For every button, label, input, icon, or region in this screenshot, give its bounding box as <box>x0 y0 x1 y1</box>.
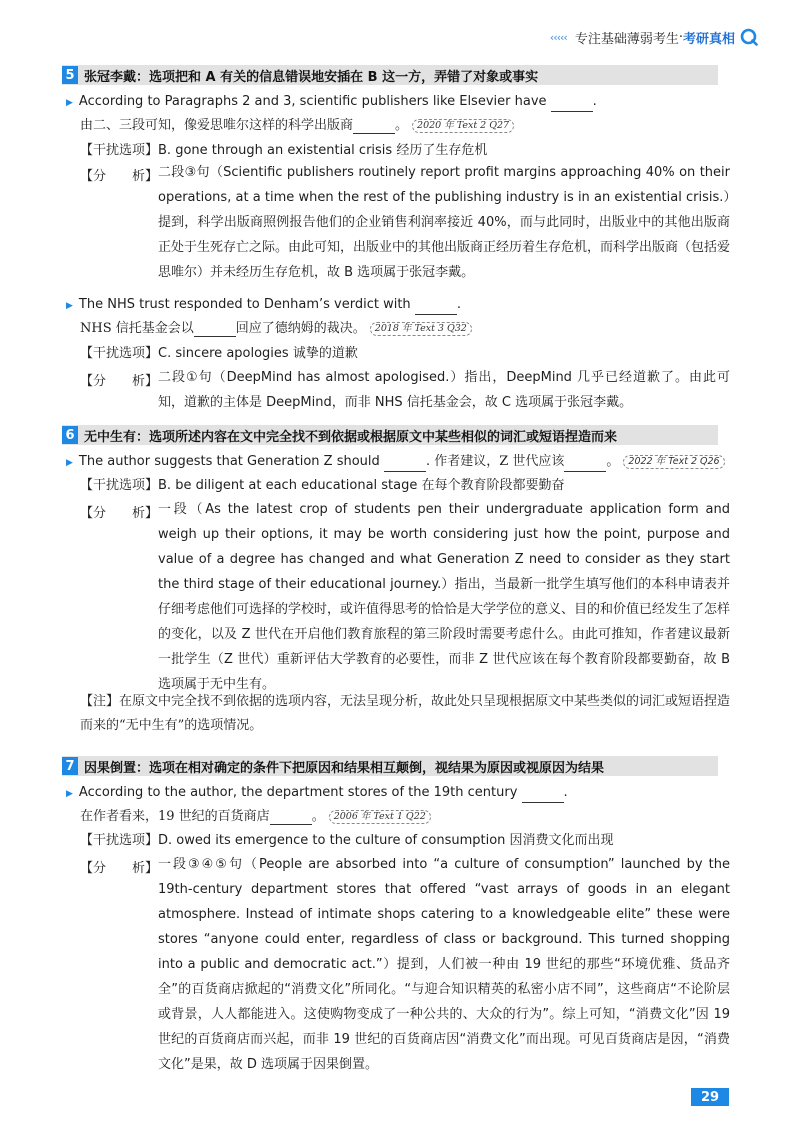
triangle-bullet-icon: ▶ <box>66 458 73 468</box>
analysis-text: 二段③句（Scientific publishers routinely report profit margins approaching 40% on their operations, at a time when the rest of the publishing industry is in an existential crisis.）提到，科学出版商照例报告他们的企业销售利润率接近 40%，而与此同时，出版业中的其他出版商正处于生死存亡之际。由此可知，出版业中的其他出版商正经历着生存危机，而科学出版商（包括爱思唯尔）并未经历生存危机，故 B 选项属于张冠李戴。 <box>158 165 731 280</box>
note-text: 【注】在原文中完全找不到依据的选项内容，无法呈现分析，故此处只呈现根据原文中某些类似的词汇或短语捏造而来的“无中生有”的选项情况。 <box>80 694 731 733</box>
section-number: 7 <box>62 757 78 775</box>
brand-slogan: 专注基础薄弱考生 <box>574 31 679 47</box>
source-tag: 2020 年 Text 2 Q27 <box>412 119 514 133</box>
distractor-option: 【干扰选项】B. gone through an existential crisis 经历了生存危机 <box>80 143 488 158</box>
question-en: ▶ According to Paragraphs 2 and 3, scientific publishers like Elsevier have . <box>66 93 597 112</box>
triangle-bullet-icon: ▶ <box>66 98 73 108</box>
distractor-option: 【干扰选项】D. owed its emergence to the culture of consumption 因消费文化而出现 <box>80 833 614 848</box>
answer-blank <box>415 302 457 315</box>
question-cn: NHS 信托基金会以 回应了德纳姆的裁决。 2018 年 Text 3 Q32 <box>80 320 472 337</box>
section-6-header <box>62 425 718 445</box>
analysis-label: 【分 析】 <box>80 374 159 389</box>
section-number: 5 <box>62 66 78 84</box>
question-cn: 由二、三段可知，像爱思唯尔这样的科学出版商 。 2020 年 Text 2 Q27 <box>80 117 514 134</box>
brand-name: 考研真相 <box>682 31 735 47</box>
question-en: ▶ According to the author, the department stores of the 19th century . <box>66 784 568 803</box>
question-en: ▶ The author suggests that Generation Z should . 作者建议，Z 世代应该 。 2022 年 Text 2 Q26 <box>66 453 725 472</box>
distractor-option: 【干扰选项】C. sincere apologies 诚挚的道歉 <box>80 346 358 361</box>
section-title: 无中生有：选项所述内容在文中完全找不到依据或根据原文中某些相似的词汇或短语捏造而来 <box>84 429 618 445</box>
analysis-text: 二段①句（DeepMind has almost apologised.）指出，DeepMind 几乎已经道歉了。由此可知，道歉的主体是 DeepMind，而非 NHS 信托基金会，故 C 选项属于张冠李戴。 <box>158 370 730 410</box>
search-logo-icon <box>740 28 758 46</box>
source-tag: 2018 年 Text 3 Q32 <box>370 322 472 336</box>
source-tag: 2022 年 Text 2 Q26 <box>623 455 724 469</box>
section-7-header <box>62 756 718 776</box>
triangle-bullet-icon: ▶ <box>66 301 73 311</box>
question-cn: 在作者看来，19 世纪的百货商店 。 2006 年 Text 1 Q22 <box>80 808 431 825</box>
brand-separator: · <box>678 29 683 45</box>
source-tag: 2006 年 Text 1 Q22 <box>329 810 431 824</box>
analysis-label: 【分 析】 <box>80 506 159 521</box>
answer-blank <box>353 121 395 134</box>
question-en: ▶ The NHS trust responded to Denham’s verdict with . <box>66 296 461 315</box>
brand-header <box>550 26 758 48</box>
analysis-label: 【分 析】 <box>80 169 159 184</box>
triangle-bullet-icon: ▶ <box>66 789 73 799</box>
section-number: 6 <box>62 426 78 444</box>
analysis-text: 一段③④⑤句（People are absorbed into “a culture of consumption” launched by the 19th-century department stores that offered “vast arrays of goods in an elegant atmosphere. Instead of intimate shops catering to a knowledgeable elite” these were stores “anyone could enter, regardless of class or background. This turned shopping into a public and democratic act.”）提到，人们被一种由 19 世纪的那些“环境优雅、货品齐全”的百货商店掀起的“消费文化”所同化。“与迎合知识精英的私密小店不同”，这些商店“不论阶层或背景，人人都能进入。这使购物变成了一种公共的、大众的行为”。综上可知，“消费文化”因 19 世纪的百货商店而兴起，而非 19 世纪的百货商店因“消费文化”而出现。可见百货商店是因，“消费文化”是果，故 D 选项属于因果倒置。 <box>158 857 730 1072</box>
answer-blank <box>522 790 564 803</box>
answer-blank <box>194 324 236 337</box>
section-title: 因果倒置：选项在相对确定的条件下把原因和结果相互颠倒，视结果为原因或视原因为结果 <box>84 760 605 776</box>
answer-blank <box>384 459 426 472</box>
answer-blank <box>270 812 312 825</box>
answer-blank <box>564 459 606 472</box>
section-5-header <box>62 65 718 85</box>
distractor-option: 【干扰选项】B. be diligent at each educational stage 在每个教育阶段都要勤奋 <box>80 478 565 493</box>
page-number: 29 <box>691 1088 729 1106</box>
answer-blank <box>551 99 593 112</box>
section-title: 张冠李戴：选项把和 A 有关的信息错误地安插在 B 这一方，弄错了对象或事实 <box>84 69 539 85</box>
analysis-text: 一段（As the latest crop of students pen their undergraduate application form and weigh up their options, it may be worth considering just how the point, purpose and value of a degree has changed and what Generation Z need to consider as they start the third stage of their educational journey.）指出，当最新一批学生填写他们的本科申请表并仔细考虑他们可选择的学校时，或许值得思考的恰恰是大学学位的意义、目的和价值已经发生了怎样的变化，以及 Z 世代在开启他们教育旅程的第三阶段时需要考虑什么。由此可推知，作者建议最新一批学生（Z 世代）重新评估大学教育的必要性，而非 Z 世代应该在每个教育阶段都要勤奋，故 B 选项属于无中生有。 <box>158 502 731 692</box>
chevrons-icon: ‹‹‹‹‹ <box>549 30 567 44</box>
analysis-label: 【分 析】 <box>80 861 159 876</box>
